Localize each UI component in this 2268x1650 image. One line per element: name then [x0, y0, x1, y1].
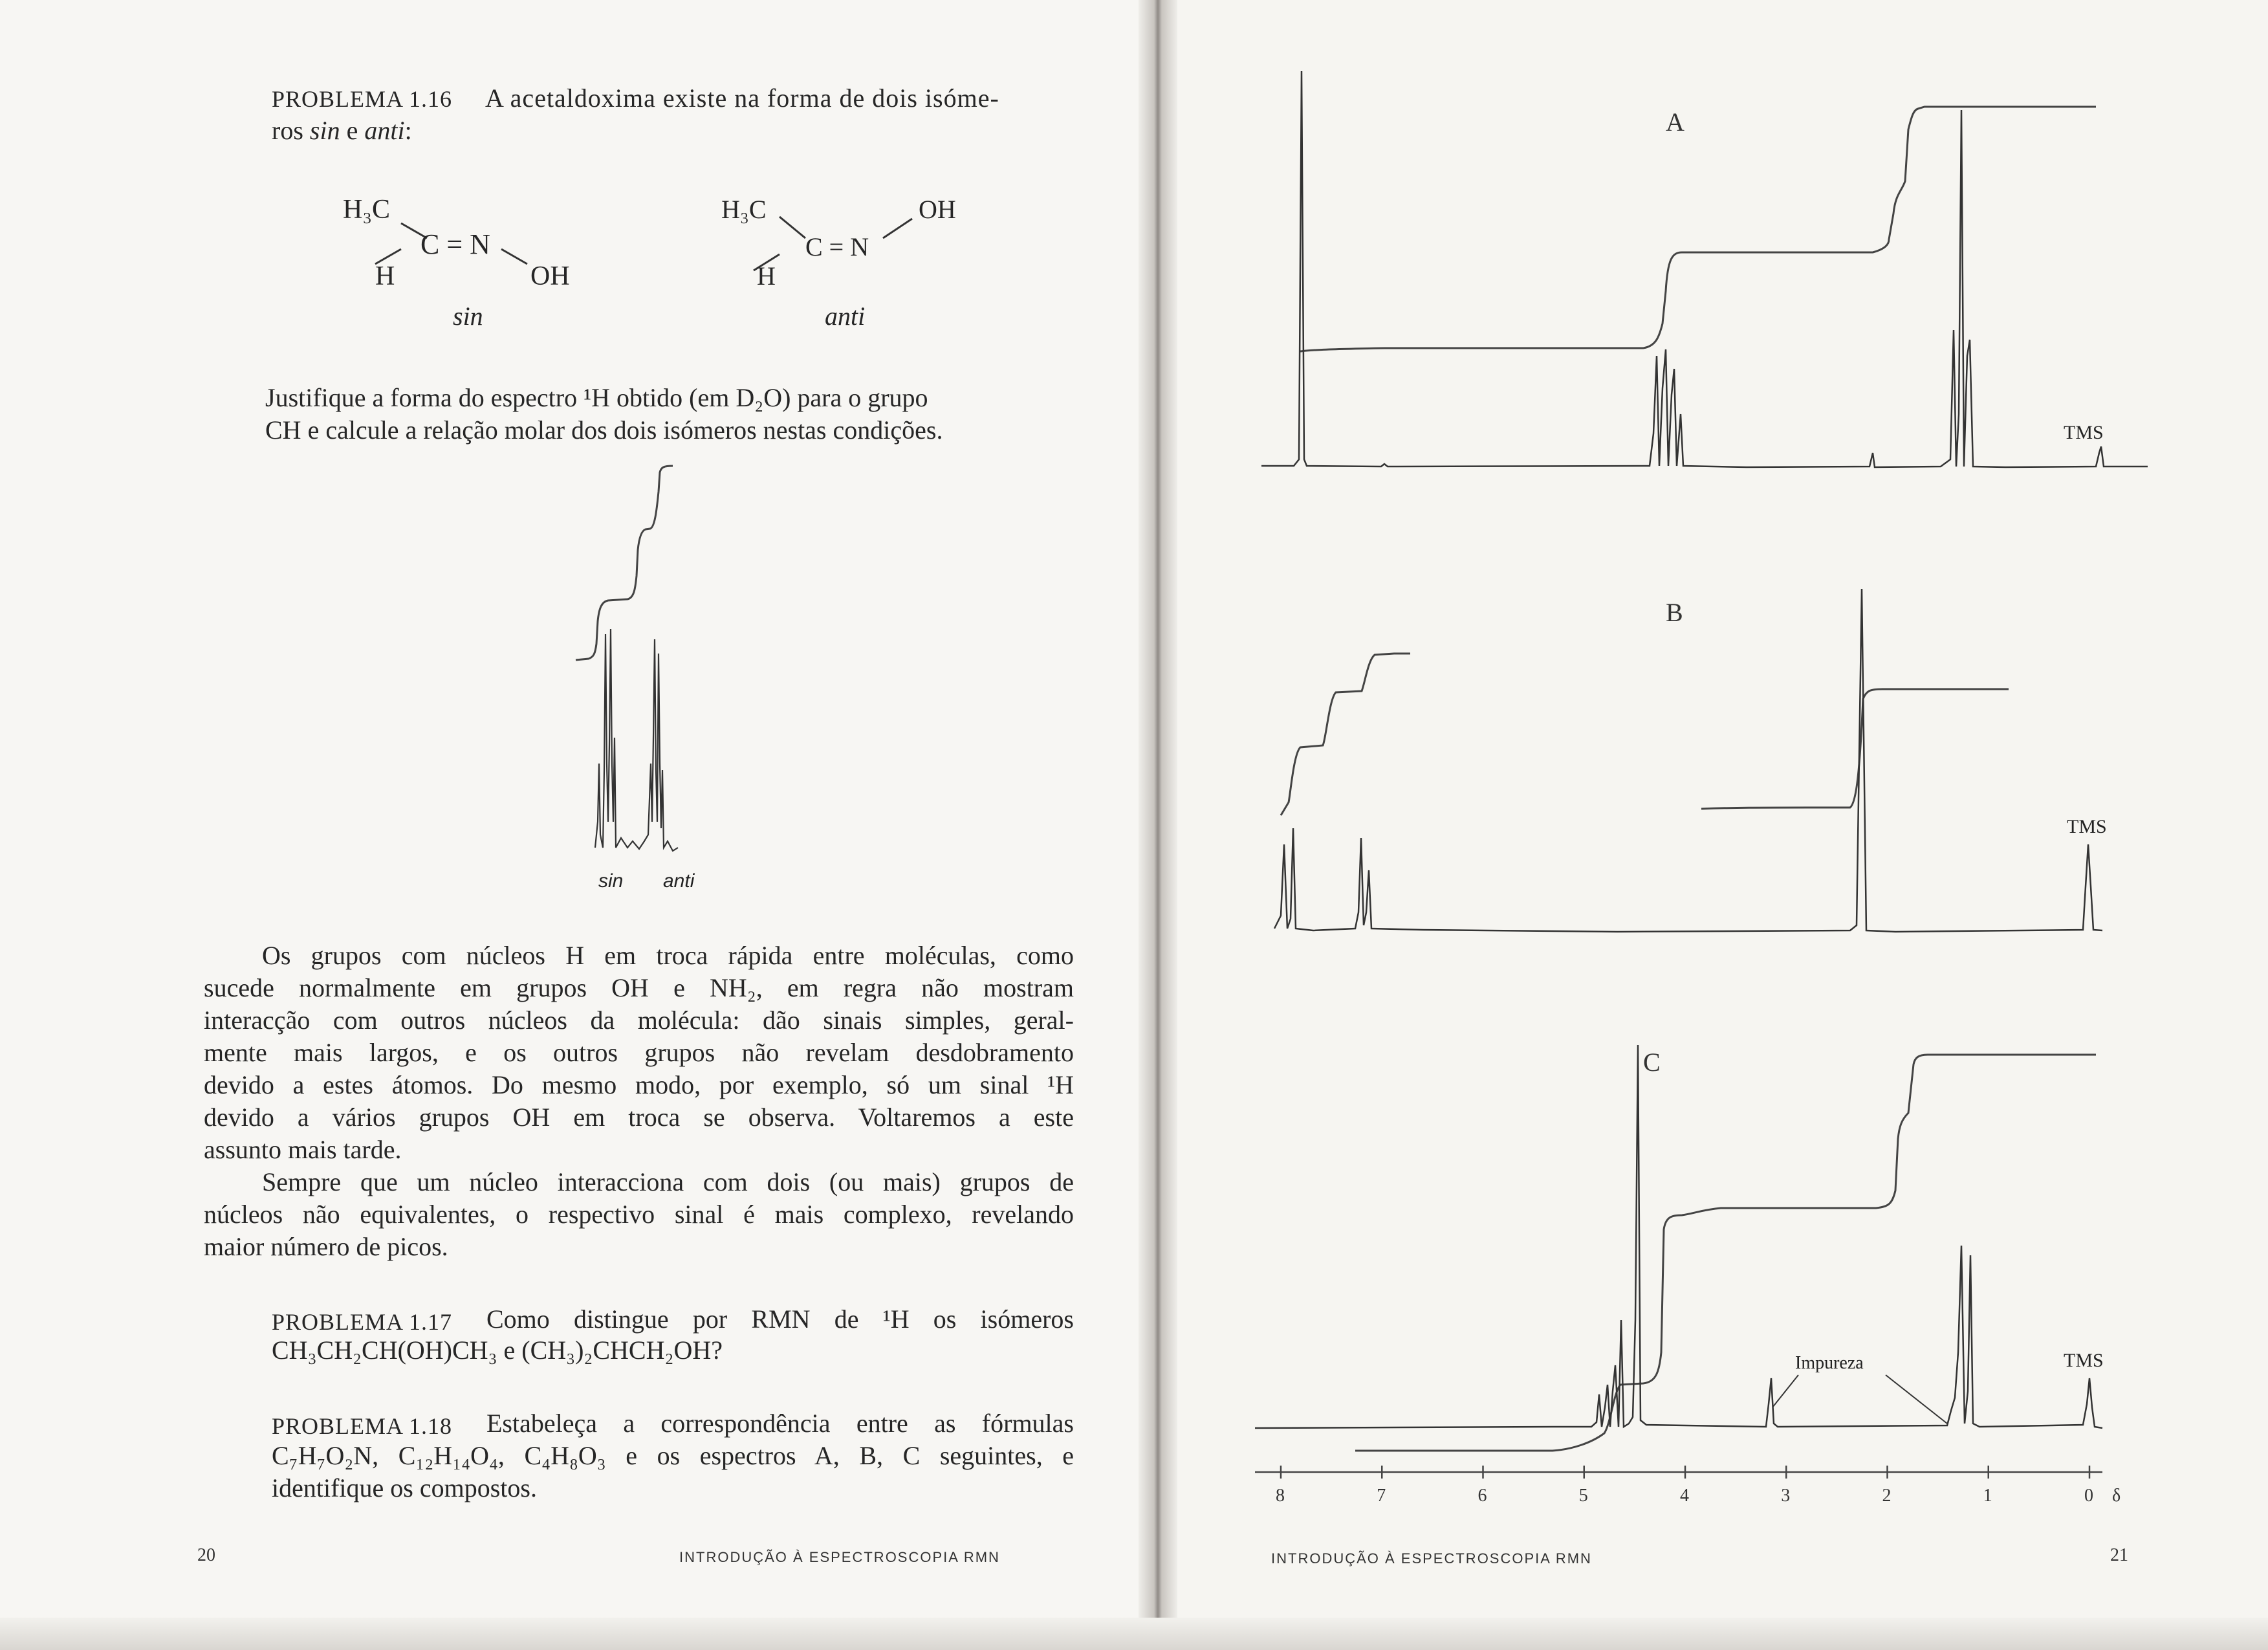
problem-116-text-line2: ros sin e anti: [272, 116, 412, 145]
impurity-arrow-right [1886, 1375, 1947, 1424]
spectrum-sin-label: sin [598, 870, 624, 892]
problem-118-line1: Estabeleça a correspondência entre as fórmulas [486, 1409, 1074, 1438]
sin-cn: C = N [420, 228, 490, 260]
axis-tick-label: 2 [1882, 1486, 1892, 1506]
paragraph-1-line: assunto mais tarde. [204, 1135, 402, 1164]
axis-tick-label: 3 [1781, 1486, 1791, 1506]
sin-label: sin [453, 302, 483, 331]
justify-text-line2: CH e calcule a relação molar dos dois isómeros nestas condições. [265, 415, 943, 445]
axis-tick-label: 4 [1680, 1486, 1689, 1506]
spectrum-a-trace [1261, 71, 2148, 467]
paragraph-1-line: devido a vários grupos OH em troca se observa. Voltaremos a este [204, 1103, 1074, 1132]
spectrum-b-integral-2 [1701, 689, 2009, 809]
axis-tick-label: 8 [1276, 1486, 1285, 1506]
problem-118-line2: C₇H₇O₂N, C₁₂H₁₄O₄, C₄H₈O₃ e os espectros A, B, C seguintes, e [272, 1441, 1074, 1470]
paragraph-2-line: núcleos não equivalentes, o respectivo sinal é mais complexo, revelando [204, 1200, 1074, 1229]
sin-h: H [375, 261, 395, 291]
right-page-number: 21 [2110, 1545, 2128, 1565]
spectrum-c-label: C [1643, 1048, 1661, 1077]
axis-tick-label: 5 [1578, 1486, 1588, 1506]
paragraph-2-line: maior número de picos. [204, 1232, 448, 1261]
nmr-spectra-figure [1229, 52, 2161, 1514]
spectrum-b-label: B [1666, 598, 1683, 627]
sin-h3c: H₃C [343, 195, 390, 225]
paragraph-1-line: devido a estes átomos. Do mesmo modo, por exemplo, só um sinal ¹H [204, 1070, 1074, 1099]
justify-text-line1: Justifique a forma do espectro ¹H obtido (em D₂O) para o grupo [265, 383, 928, 412]
spectrum-b-tms: TMS [2067, 816, 2107, 837]
book-gutter [1139, 0, 1177, 1650]
anti-structure [718, 188, 990, 343]
paragraph-1-line: mente mais largos, e os outros grupos não revelam desdobramento [204, 1038, 1074, 1067]
problem-117-line2: CH₃CH₂CH(OH)CH₃ e (CH₃)₂CHCH₂OH? [272, 1336, 723, 1365]
paragraph-1-line: Os grupos com núcleos H em troca rápida entre moléculas, como [262, 941, 1074, 970]
spectrum-anti-label: anti [663, 870, 695, 892]
left-page-number: 20 [197, 1545, 215, 1565]
spectrum-peaks [595, 629, 678, 851]
left-footer: INTRODUÇÃO À ESPECTROSCOPIA RMN [679, 1549, 1000, 1565]
problem-116-title: PROBLEMA 1.16 [272, 86, 453, 112]
sin-structure [336, 188, 608, 343]
spectrum-c-trace [1255, 1045, 2102, 1428]
spectrum-b-trace [1274, 589, 2102, 932]
paragraph-2-line: Sempre que um núcleo interacciona com dois (ou mais) grupos de [262, 1167, 1074, 1196]
problem-116-text: A acetaldoxima existe na forma de dois isóme- [485, 83, 999, 113]
anti-oh: OH [919, 195, 956, 224]
spectrum-b-integral [1281, 654, 1410, 815]
spectrum-a-integral [1300, 107, 2096, 351]
paragraph-1 [204, 940, 1074, 1166]
integration-curve [576, 466, 673, 660]
anti-cn: C = N [805, 232, 869, 261]
problem-117-line1: Como distingue por RMN de ¹H os isómeros [486, 1304, 1074, 1334]
axis-tick-label: 7 [1377, 1486, 1386, 1506]
axis-tick-label: 0 [2084, 1486, 2093, 1506]
spectrum-c-tms: TMS [2064, 1350, 2104, 1371]
problem-117-title: PROBLEMA 1.17 [272, 1309, 453, 1335]
problem-118-title: PROBLEMA 1.18 [272, 1413, 453, 1439]
anti-h: H [757, 261, 776, 291]
paragraph-2 [204, 1166, 1074, 1263]
impurity-arrow-left [1772, 1375, 1798, 1407]
anti-label: anti [825, 302, 866, 331]
anti-h3c: H₃C [721, 195, 767, 224]
spectrum-a-label: A [1666, 107, 1685, 137]
axis-unit: δ [2112, 1486, 2121, 1506]
axis-tick-label: 1 [1983, 1486, 1992, 1506]
problem-118-line3: identifique os compostos. [272, 1473, 537, 1502]
page-bottom-edge [0, 1618, 2268, 1650]
spectrum-a-tms: TMS [2064, 422, 2104, 443]
spectrum-b [1274, 589, 2107, 932]
spectrum-c-integral [1355, 1055, 2096, 1451]
right-footer: INTRODUÇÃO À ESPECTROSCOPIA RMN [1271, 1550, 1592, 1567]
acetaldoxime-spectrum [569, 459, 737, 874]
impurity-annotation: Impureza [1795, 1353, 1864, 1373]
axis-tick-label: 6 [1477, 1486, 1487, 1506]
sin-oh: OH [530, 261, 570, 291]
paragraph-1-line: sucede normalmente em grupos OH e NH₂, em regra não mostram [204, 973, 1074, 1002]
spectrum-c [1255, 1045, 2104, 1451]
ppm-axis [1255, 1466, 2121, 1506]
paragraph-1-line: interacção com outros núcleos da molécula: dão sinais simples, geral- [204, 1006, 1074, 1035]
spectrum-a [1261, 71, 2148, 467]
